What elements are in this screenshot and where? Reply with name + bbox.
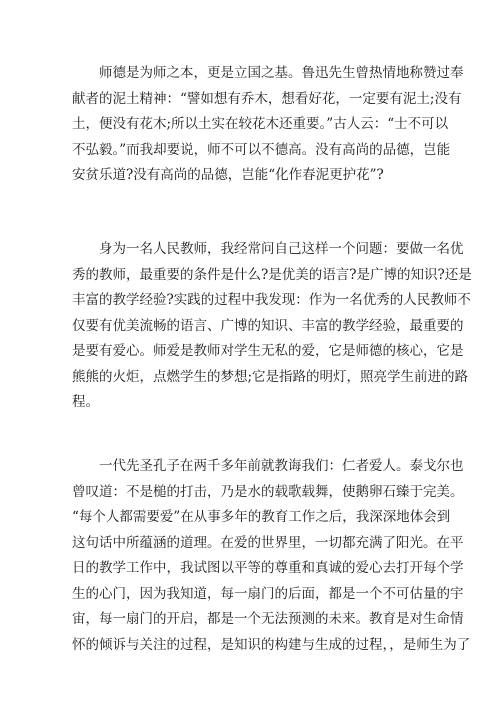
text-line: 献者的泥土精神：“譬如想有乔木，想看好花，一定要有泥土;没有 bbox=[72, 90, 462, 107]
text-line: 曾叹道：不是槌的打击，乃是水的载歌载舞，使鹅卵石臻于完美。 bbox=[72, 483, 464, 500]
text-line: 身为一名人民教师，我经常问自己这样一个问题：要做一名优 bbox=[72, 241, 464, 257]
text-line: 生的心门，因为我知道，每一扇门的后面，都是一个不可估量的宇 bbox=[72, 585, 464, 602]
text-line: 安贫乐道?没有高尚的品德，岂能“化作春泥更护花”? bbox=[72, 167, 384, 183]
paragraph-confucius-tagore bbox=[72, 454, 471, 658]
text-line: 一代先圣孔子在两千多年前就教诲我们：仁者爱人。泰戈尔也 bbox=[72, 458, 464, 474]
text-line: 熊熊的火炬，点燃学生的梦想;它是指路的明灯，照亮学生前进的路 bbox=[72, 368, 469, 385]
text-line: 土，便没有花木;所以土实在较花木还重要。”古人云：“士不可以 bbox=[72, 116, 449, 132]
text-line: 怀的倾诉与关注的过程，是知识的构建与生成的过程，，是师生为了 bbox=[72, 636, 471, 653]
text-line: 师德是为师之本，更是立国之基。鲁迅先生曾热情地称赞过奉 bbox=[72, 65, 464, 81]
text-line: “每个人都需要爱”在从事多年的教育工作之后，我深深地体会到 bbox=[72, 509, 451, 525]
text-line: 仅要有优美流畅的语言、广博的知识、丰富的教学经验，最重要的 bbox=[72, 317, 464, 334]
paragraph-teacher-love bbox=[72, 237, 472, 416]
paragraph-teacher-ethics bbox=[72, 61, 464, 189]
text-line: 秀的教师，最重要的条件是什么?是优美的语言?是广博的知识?还是 bbox=[72, 266, 472, 283]
text-line: 日的教学工作中，我试图以平等的尊重和真诚的爱心去打开每个学 bbox=[72, 560, 464, 576]
text-line: 程。 bbox=[72, 394, 99, 410]
text-line: 不弘毅。”而我却要说，师不可以不德高。没有高尚的品德，岂能 bbox=[72, 141, 451, 158]
text-line: 这句话中所蕴涵的道理。在爱的世界里，一切都充满了阳光。在平 bbox=[72, 534, 464, 551]
text-line: 是要有爱心。师爱是教师对学生无私的爱，它是师德的核心，它是 bbox=[72, 343, 464, 359]
text-line: 丰富的教学经验?实践的过程中我发现：作为一名优秀的人民教师不 bbox=[72, 292, 471, 308]
text-line: 宙，每一扇门的开启，都是一个无法预测的未来。教育是对生命情 bbox=[72, 611, 464, 627]
